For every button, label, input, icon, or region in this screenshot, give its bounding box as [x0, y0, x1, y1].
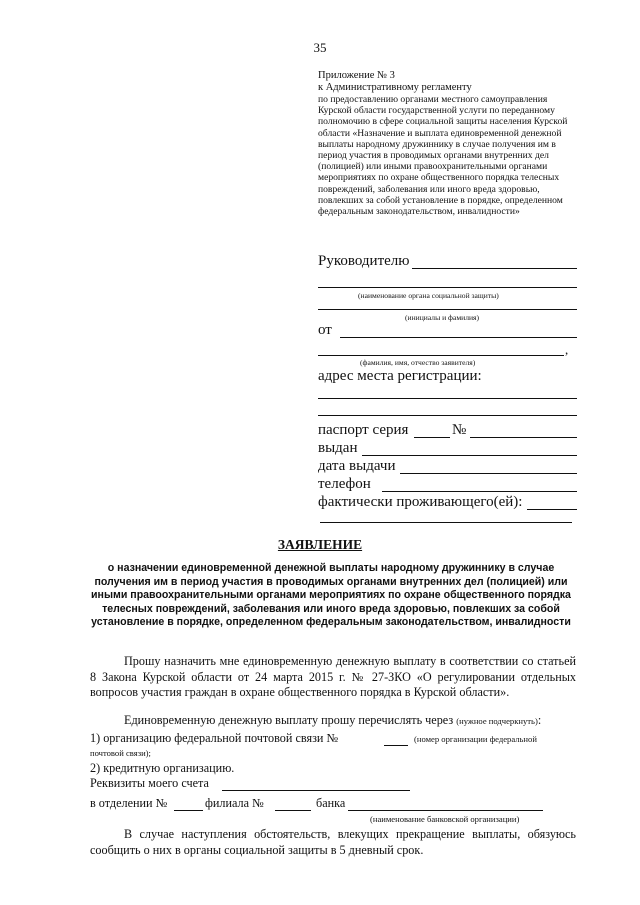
- bank-hint: (наименование банковской организации): [370, 814, 520, 824]
- applicant-comma: ,: [565, 342, 569, 357]
- postal-number-line[interactable]: [384, 745, 408, 746]
- head-line[interactable]: [412, 268, 577, 269]
- transfer-hint: (нужное подчеркнуть): [456, 716, 538, 726]
- appendix-line2: к Административному регламенту: [318, 82, 472, 93]
- address-line-1[interactable]: [318, 398, 577, 399]
- from-line[interactable]: [340, 337, 577, 338]
- paragraph-obligation: В случае наступления обстоятельств, влекущих прекращение выплаты, обязуюсь сообщить о них в органы социальной защиты в 5 дневный срок.: [90, 827, 576, 857]
- option-postal-hint-a: (номер организации федеральной: [414, 734, 537, 744]
- address-label: адрес места регистрации:: [318, 368, 482, 384]
- org-hint: (наименование органа социальной защиты): [358, 291, 499, 300]
- branch-number-line[interactable]: [174, 810, 203, 811]
- applicant-line[interactable]: [318, 355, 564, 356]
- phone-line[interactable]: [382, 491, 577, 492]
- residence-line-2[interactable]: [320, 522, 572, 523]
- paragraph-transfer: [90, 713, 576, 730]
- appendix-title: Приложение № 3: [318, 70, 395, 81]
- transfer-colon: :: [537, 713, 542, 727]
- bank-line[interactable]: [348, 810, 543, 811]
- applicant-hint: (фамилия, имя, отчество заявителя): [360, 358, 476, 367]
- paragraph-request: Прошу назначить мне единовременную денежную выплату в соответствии со статьей 8 Закона Курской области от 24 марта 2015 г. № 27-ЗКО «О регулировании отдельных вопросов участия граждан в охране общественного порядка в Курской области».: [90, 654, 576, 699]
- residence-line-1[interactable]: [527, 509, 577, 510]
- transfer-text: Единовременную денежную выплату прошу перечислять через: [124, 713, 454, 727]
- issued-line[interactable]: [362, 455, 577, 456]
- statement-title: ЗАЯВЛЕНИЕ: [277, 537, 363, 552]
- filial-number-line[interactable]: [275, 810, 311, 811]
- requisites-line[interactable]: [222, 790, 410, 791]
- passport-number-line[interactable]: [470, 437, 577, 438]
- initials-line[interactable]: [318, 309, 577, 310]
- option-postal: [90, 731, 338, 746]
- phone-label: телефон: [318, 476, 371, 492]
- passport-series-line[interactable]: [414, 437, 450, 438]
- issue-date-label: дата выдачи: [318, 458, 396, 474]
- from-label: от: [318, 322, 332, 338]
- branch-label: филиала №: [205, 796, 264, 810]
- bank-label: банка: [316, 796, 346, 810]
- residence-label: фактически проживающего(ей):: [318, 494, 523, 510]
- appendix-block: [318, 70, 578, 217]
- statement-subtitle: о назначении единовременной денежной выплаты народному дружиннику в случае получения им в период участия в проводимых органами внутренних дел (полицией) или иными правоохранительными органами мероприятиях по охране общественного порядка телесных повреждений, заболевания или иного вреда здоровью, повлекших за собой установление в порядке, определенном федеральным законодательством, инвалидности: [91, 562, 571, 628]
- page-number: 35: [313, 40, 327, 55]
- issue-date-line[interactable]: [400, 473, 577, 474]
- address-line-2[interactable]: [318, 415, 577, 416]
- appendix-text: по предоставлению органами местного самоуправления Курской области государственной услуги по переданному полномочию в сфере социальной защиты населения Курской области «Назначение и выплата единовременной денежной выплаты народному дружиннику в случае получения им в период участия в проводимых органами внутренних дел (полицией) или иными правоохранительными органами мероприятиях по охране общественного порядка телесных повреждений, заболевания или иного вреда здоровью, повлекших за собой установление в порядке, определенном федеральным законодательством, инвалидности»: [318, 94, 568, 218]
- initials-hint: (инициалы и фамилия): [405, 313, 480, 322]
- requisites-label: Реквизиты моего счета: [90, 776, 209, 790]
- option-postal-hint-b: почтовой связи);: [90, 748, 151, 758]
- passport-label: паспорт серия: [318, 422, 409, 438]
- option-postal-text: 1) организацию федеральной почтовой связи №: [90, 731, 339, 745]
- option-credit: 2) кредитную организацию.: [90, 761, 235, 775]
- passport-number-sign: №: [452, 422, 467, 438]
- issued-label: выдан: [318, 440, 358, 456]
- head-label: Руководителю: [318, 253, 410, 269]
- branch-prefix: в отделении №: [90, 796, 168, 810]
- org-line[interactable]: [318, 287, 577, 288]
